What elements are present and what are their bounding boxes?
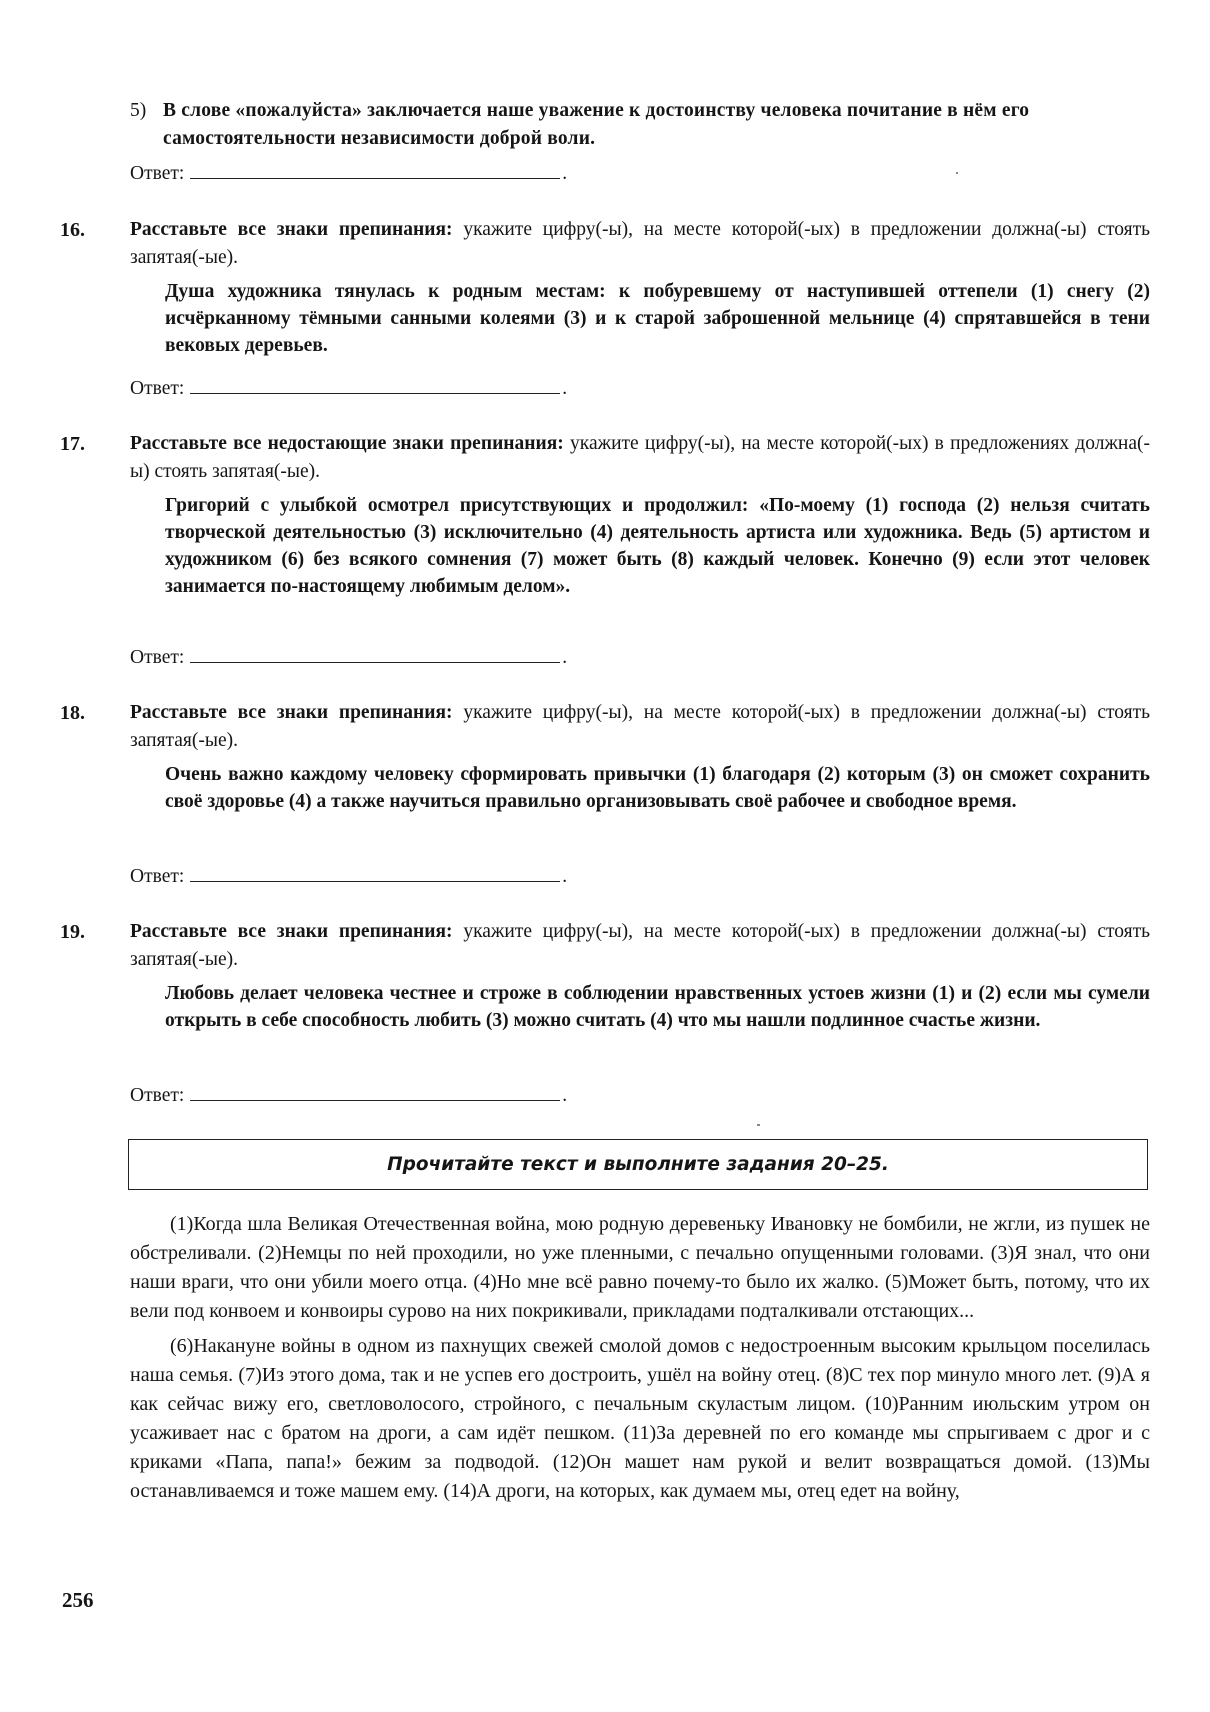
answer-label: Ответ: xyxy=(130,163,185,184)
text-paragraph: (1)Когда шла Великая Отечественная война, мою родную деревеньку Ивановку не бомбили, не жгли, из пушек не обстреливали. (2)Немцы по ней проходили, но уже пленными, с печально опущенными головами. (3)Я знал, что они наши враги, что они убили моего отца. (4)Но мне всё равно почему-то было их жалко. (5)Может быть, потому, что их вели под конвоем и конвоиры сурово на них покрикивали, прикладами подталкивали отстающих... xyxy=(130,1213,1150,1322)
answer-field-18[interactable]: Ответ: . xyxy=(130,863,567,891)
answer-line[interactable] xyxy=(190,160,560,179)
answer-label: Ответ: xyxy=(130,647,185,668)
task-17 xyxy=(60,430,1150,600)
task-instruction: Расставьте все знаки препинания: укажите цифру(-ы), на месте которой(-ых) в предложении должна(-ы) стоять запятая(-ые). xyxy=(130,921,1150,970)
task-instruction: Расставьте все недостающие знаки препинания: укажите цифру(-ы), на месте которой(-ых) в предложениях должна(-ы) стоять запятая(-ые). xyxy=(130,433,1150,482)
task-19 xyxy=(60,918,1150,1034)
task-number: 18. xyxy=(60,702,85,724)
page-number: 256 xyxy=(62,1588,94,1612)
option-number: 5) xyxy=(130,100,147,121)
reading-task-banner: Прочитайте текст и выполните задания 20–25. xyxy=(128,1139,1148,1190)
task-number: 16. xyxy=(60,219,85,241)
task-18 xyxy=(60,699,1150,815)
answer-field-17[interactable]: Ответ: . xyxy=(130,644,567,672)
answer-field-19[interactable]: Ответ: . xyxy=(130,1082,567,1110)
task-instruction: Расставьте все знаки препинания: укажите цифру(-ы), на месте которой(-ых) в предложении должна(-ы) стоять запятая(-ые). xyxy=(130,702,1150,751)
reading-text xyxy=(130,1210,1150,1506)
answer-line[interactable] xyxy=(190,644,560,663)
task-number: 17. xyxy=(60,433,85,455)
option-text: В слове «пожалуйста» заключается наше уважение к достоинству человека почитание в нём его самостоятельности независимости доброй воли. xyxy=(163,100,1030,149)
task-sentence: Душа художника тянулась к родным местам: к побуревшему от наступившей оттепели (1) снегу (2) исчёрканному тёмными санными колеями (3) и к старой заброшенной мельнице (4) спрятавшейся в тени вековых деревьев. xyxy=(165,281,1150,356)
answer-label: Ответ: xyxy=(130,378,185,399)
answer-label: Ответ: xyxy=(130,866,185,887)
answer-label: Ответ: xyxy=(130,1085,185,1106)
scan-speck xyxy=(757,1124,760,1126)
answer-line[interactable] xyxy=(190,375,560,394)
task-instruction: Расставьте все знаки препинания: укажите цифру(-ы), на месте которой(-ых) в предложении должна(-ы) стоять запятая(-ые). xyxy=(130,219,1150,268)
answer-line[interactable] xyxy=(190,1082,560,1101)
option-item-5 xyxy=(130,97,1150,153)
task-number: 19. xyxy=(60,921,85,943)
answer-field-16[interactable]: Ответ: . xyxy=(130,375,567,403)
answer-line[interactable] xyxy=(190,863,560,882)
task-sentence: Очень важно каждому человеку сформировать привычки (1) благодаря (2) которым (3) он сможет сохранить своё здоровье (4) а также научиться правильно организовывать своё рабочее и свободное время. xyxy=(165,764,1150,812)
text-paragraph: (6)Накануне войны в одном из пахнущих свежей смолой домов с недостроенным высоким крыльцом поселилась наша семья. (7)Из этого дома, так и не успев его достроить, ушёл на войну отец. (8)С тех пор минуло много лет. (9)А я как сейчас вижу его, светловолосого, стройного, с печальным скуластым лицом. (10)Ранним июльским утром он усаживает нас с братом на дроги, а сам идёт пешком. (11)За деревней по его команде мы спрыгиваем с дрог и с криками «Папа, папа!» бежим за подводой. (12)Он машет нам рукой и велит возвращаться домой. (13)Мы останавливаемся и тоже машем ему. (14)А дроги, на которых, как думаем мы, отец едет на войну, xyxy=(130,1335,1150,1502)
task-sentence: Григорий с улыбкой осмотрел присутствующих и продолжил: «По-моему (1) господа (2) нельзя считать творческой деятельностью (3) исключительно (4) деятельность артиста или художника. Ведь (5) артистом и художником (6) без всякого сомнения (7) может быть (8) каждый человек. Конечно (9) если этот человек занимается по-настоящему любимым делом». xyxy=(165,495,1150,597)
answer-field-15[interactable]: Ответ: . xyxy=(130,160,567,188)
task-sentence: Любовь делает человека честнее и строже в соблюдении нравственных устоев жизни (1) и (2) если мы сумели открыть в себе способность любить (3) можно считать (4) что мы нашли подлинное счастье жизни. xyxy=(165,983,1150,1031)
scan-speck xyxy=(956,172,958,174)
task-16 xyxy=(60,216,1150,359)
